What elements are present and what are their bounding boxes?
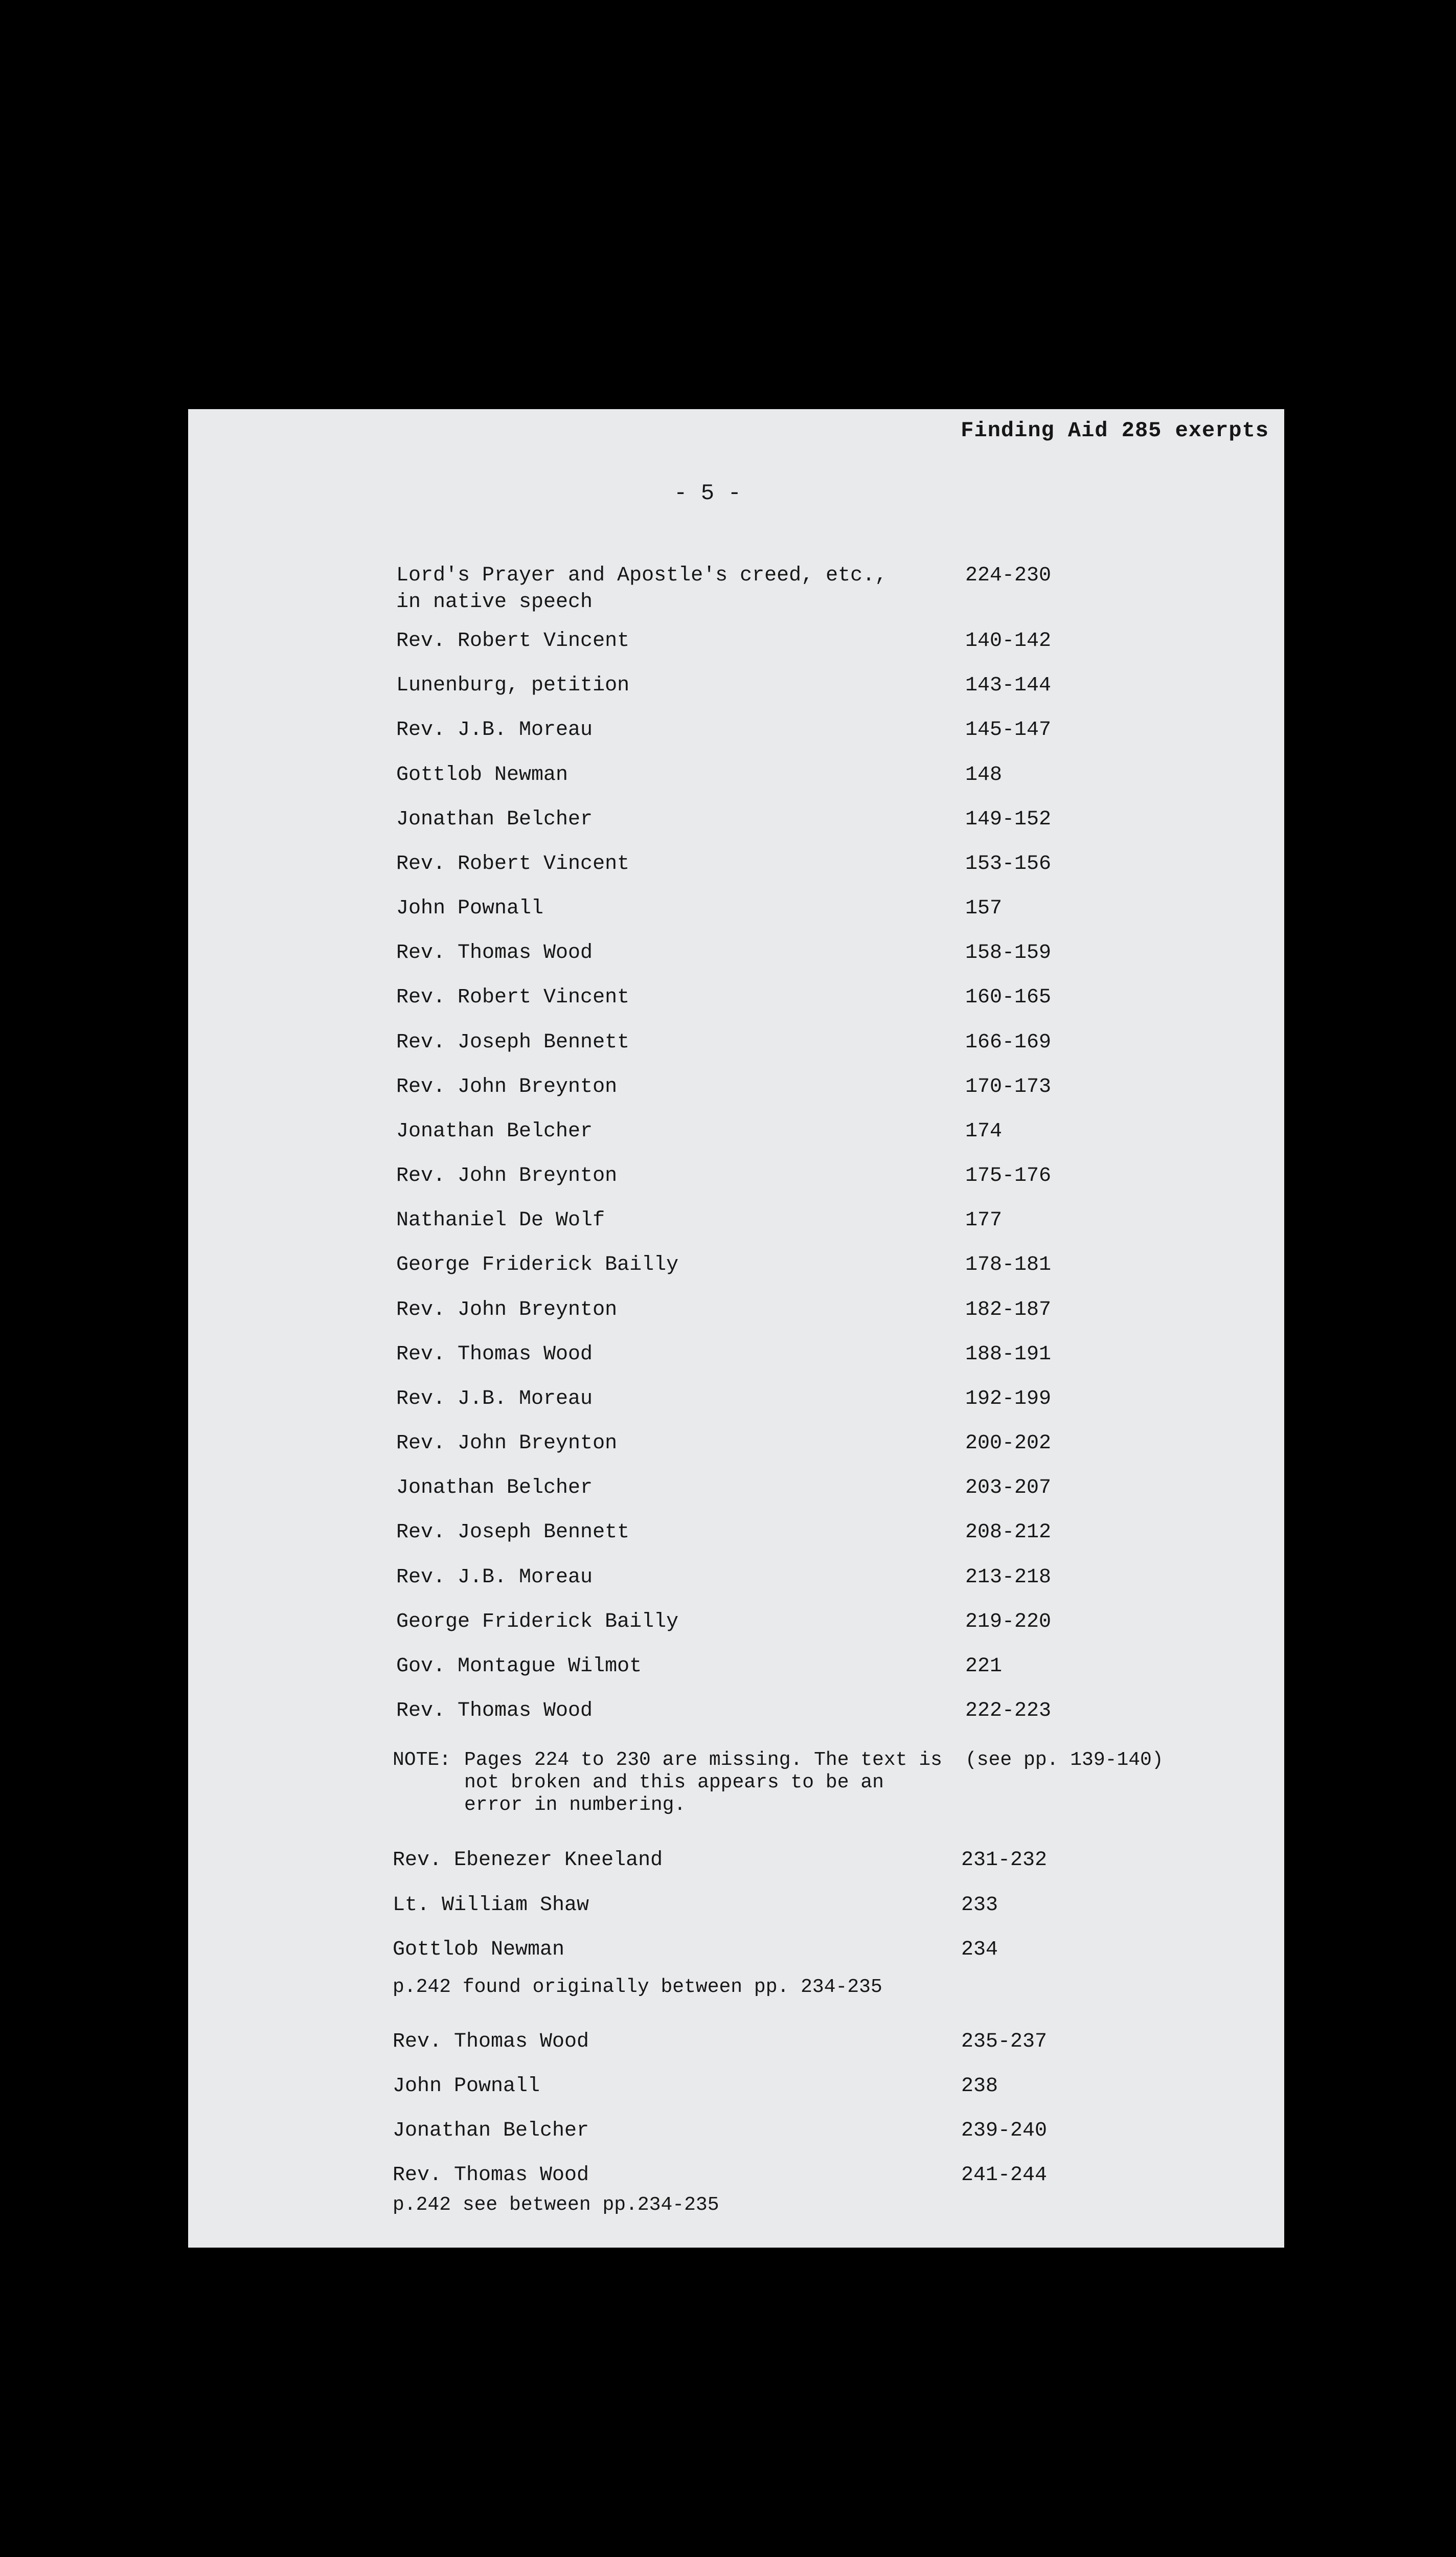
entry-name: Rev. Robert Vincent: [396, 630, 630, 653]
entry-pages: 241-244: [961, 2164, 1048, 2187]
entry-name: Gottlob Newman: [393, 1938, 565, 1961]
entry-pages: 149-152: [965, 808, 1052, 831]
entry-pages: 160-165: [965, 986, 1052, 1009]
entry-list: [188, 409, 1284, 2248]
document-page: [188, 409, 1284, 2248]
entry-pages: 157: [965, 897, 1003, 920]
entry-pages: 174: [965, 1120, 1003, 1143]
entry-name: Rev. John Breynton: [396, 1164, 618, 1187]
entry-name: Lord's Prayer and Apostle's creed, etc., in native speech: [396, 564, 888, 614]
entry-name: Rev. Thomas Wood: [396, 941, 593, 965]
entry-pages: 177: [965, 1209, 1003, 1232]
entry-pages: 234: [961, 1938, 998, 1961]
entry-pages: 175-176: [965, 1164, 1052, 1187]
entry-name: George Friderick Bailly: [396, 1610, 679, 1633]
entry-pages: 182-187: [965, 1298, 1052, 1321]
found-note: p.242 found originally between pp. 234-235: [393, 1976, 882, 1998]
entry-name: Rev. Thomas Wood: [396, 1699, 593, 1722]
entry-pages: 208-212: [965, 1521, 1052, 1544]
entry-pages: 231-232: [961, 1849, 1048, 1872]
entry-pages: 219-220: [965, 1610, 1052, 1633]
entry-name: Gottlob Newman: [396, 764, 568, 787]
note-label: NOTE:: [393, 1749, 451, 1771]
entry-name: Rev. Joseph Bennett: [396, 1031, 630, 1054]
entry-name: John Pownall: [396, 897, 544, 920]
entry-name: Rev. Joseph Bennett: [396, 1521, 630, 1544]
entry-pages: 153-156: [965, 853, 1052, 876]
entry-pages: 145-147: [965, 719, 1052, 742]
entry-pages: 213-218: [965, 1566, 1052, 1589]
entry-name: Rev. Thomas Wood: [396, 1343, 593, 1366]
entry-pages: 158-159: [965, 941, 1052, 965]
entry-pages: 166-169: [965, 1031, 1052, 1054]
entry-pages: 224-230: [965, 564, 1052, 587]
entry-name: Jonathan Belcher: [396, 1476, 593, 1499]
entry-pages: 200-202: [965, 1432, 1052, 1455]
entry-name: Jonathan Belcher: [393, 2119, 589, 2142]
entry-name: John Pownall: [393, 2075, 540, 2098]
entry-name: Rev. J.B. Moreau: [396, 1566, 593, 1589]
note-text: Pages 224 to 230 are missing. The text is not broken and this appears to be an error in numbering.: [464, 1749, 942, 1816]
entry-pages: 148: [965, 764, 1003, 787]
entry-pages: 203-207: [965, 1476, 1052, 1499]
entry-name: Rev. Robert Vincent: [396, 986, 630, 1009]
entry-name: Jonathan Belcher: [396, 808, 593, 831]
entry-name: Rev. J.B. Moreau: [396, 1387, 593, 1410]
entry-name: Rev. John Breynton: [396, 1075, 618, 1098]
entry-pages: 170-173: [965, 1075, 1052, 1098]
entry-pages: 143-144: [965, 674, 1052, 697]
entry-pages: 178-181: [965, 1253, 1052, 1276]
entry-pages: 188-191: [965, 1343, 1052, 1366]
page-number: - 5 -: [674, 481, 742, 506]
entry-pages: 239-240: [961, 2119, 1048, 2142]
entry-name: Rev. J.B. Moreau: [396, 719, 593, 742]
finding-aid-header: Finding Aid 285 exerpts: [961, 418, 1269, 443]
entry-name: Lt. William Shaw: [393, 1894, 589, 1917]
entry-pages: 233: [961, 1894, 998, 1917]
see-note: p.242 see between pp.234-235: [393, 2194, 719, 2216]
entry-pages: 222-223: [965, 1699, 1052, 1722]
entry-pages: 238: [961, 2075, 998, 2098]
entry-pages: 140-142: [965, 630, 1052, 653]
entry-name: Rev. Ebenezer Kneeland: [393, 1849, 663, 1872]
entry-name: Lunenburg, petition: [396, 674, 630, 697]
note-reference: (see pp. 139-140): [965, 1749, 1164, 1771]
entry-name: Gov. Montague Wilmot: [396, 1655, 642, 1678]
entry-name: Jonathan Belcher: [396, 1120, 593, 1143]
entry-pages: 235-237: [961, 2030, 1048, 2053]
entry-name: Rev. Thomas Wood: [393, 2164, 589, 2187]
entry-pages: 192-199: [965, 1387, 1052, 1410]
entry-name: Rev. Robert Vincent: [396, 853, 630, 876]
entry-name: Nathaniel De Wolf: [396, 1209, 605, 1232]
entry-name: Rev. Thomas Wood: [393, 2030, 589, 2053]
entry-name: Rev. John Breynton: [396, 1298, 618, 1321]
entry-name: George Friderick Bailly: [396, 1253, 679, 1276]
entry-name: Rev. John Breynton: [396, 1432, 618, 1455]
entry-pages: 221: [965, 1655, 1003, 1678]
